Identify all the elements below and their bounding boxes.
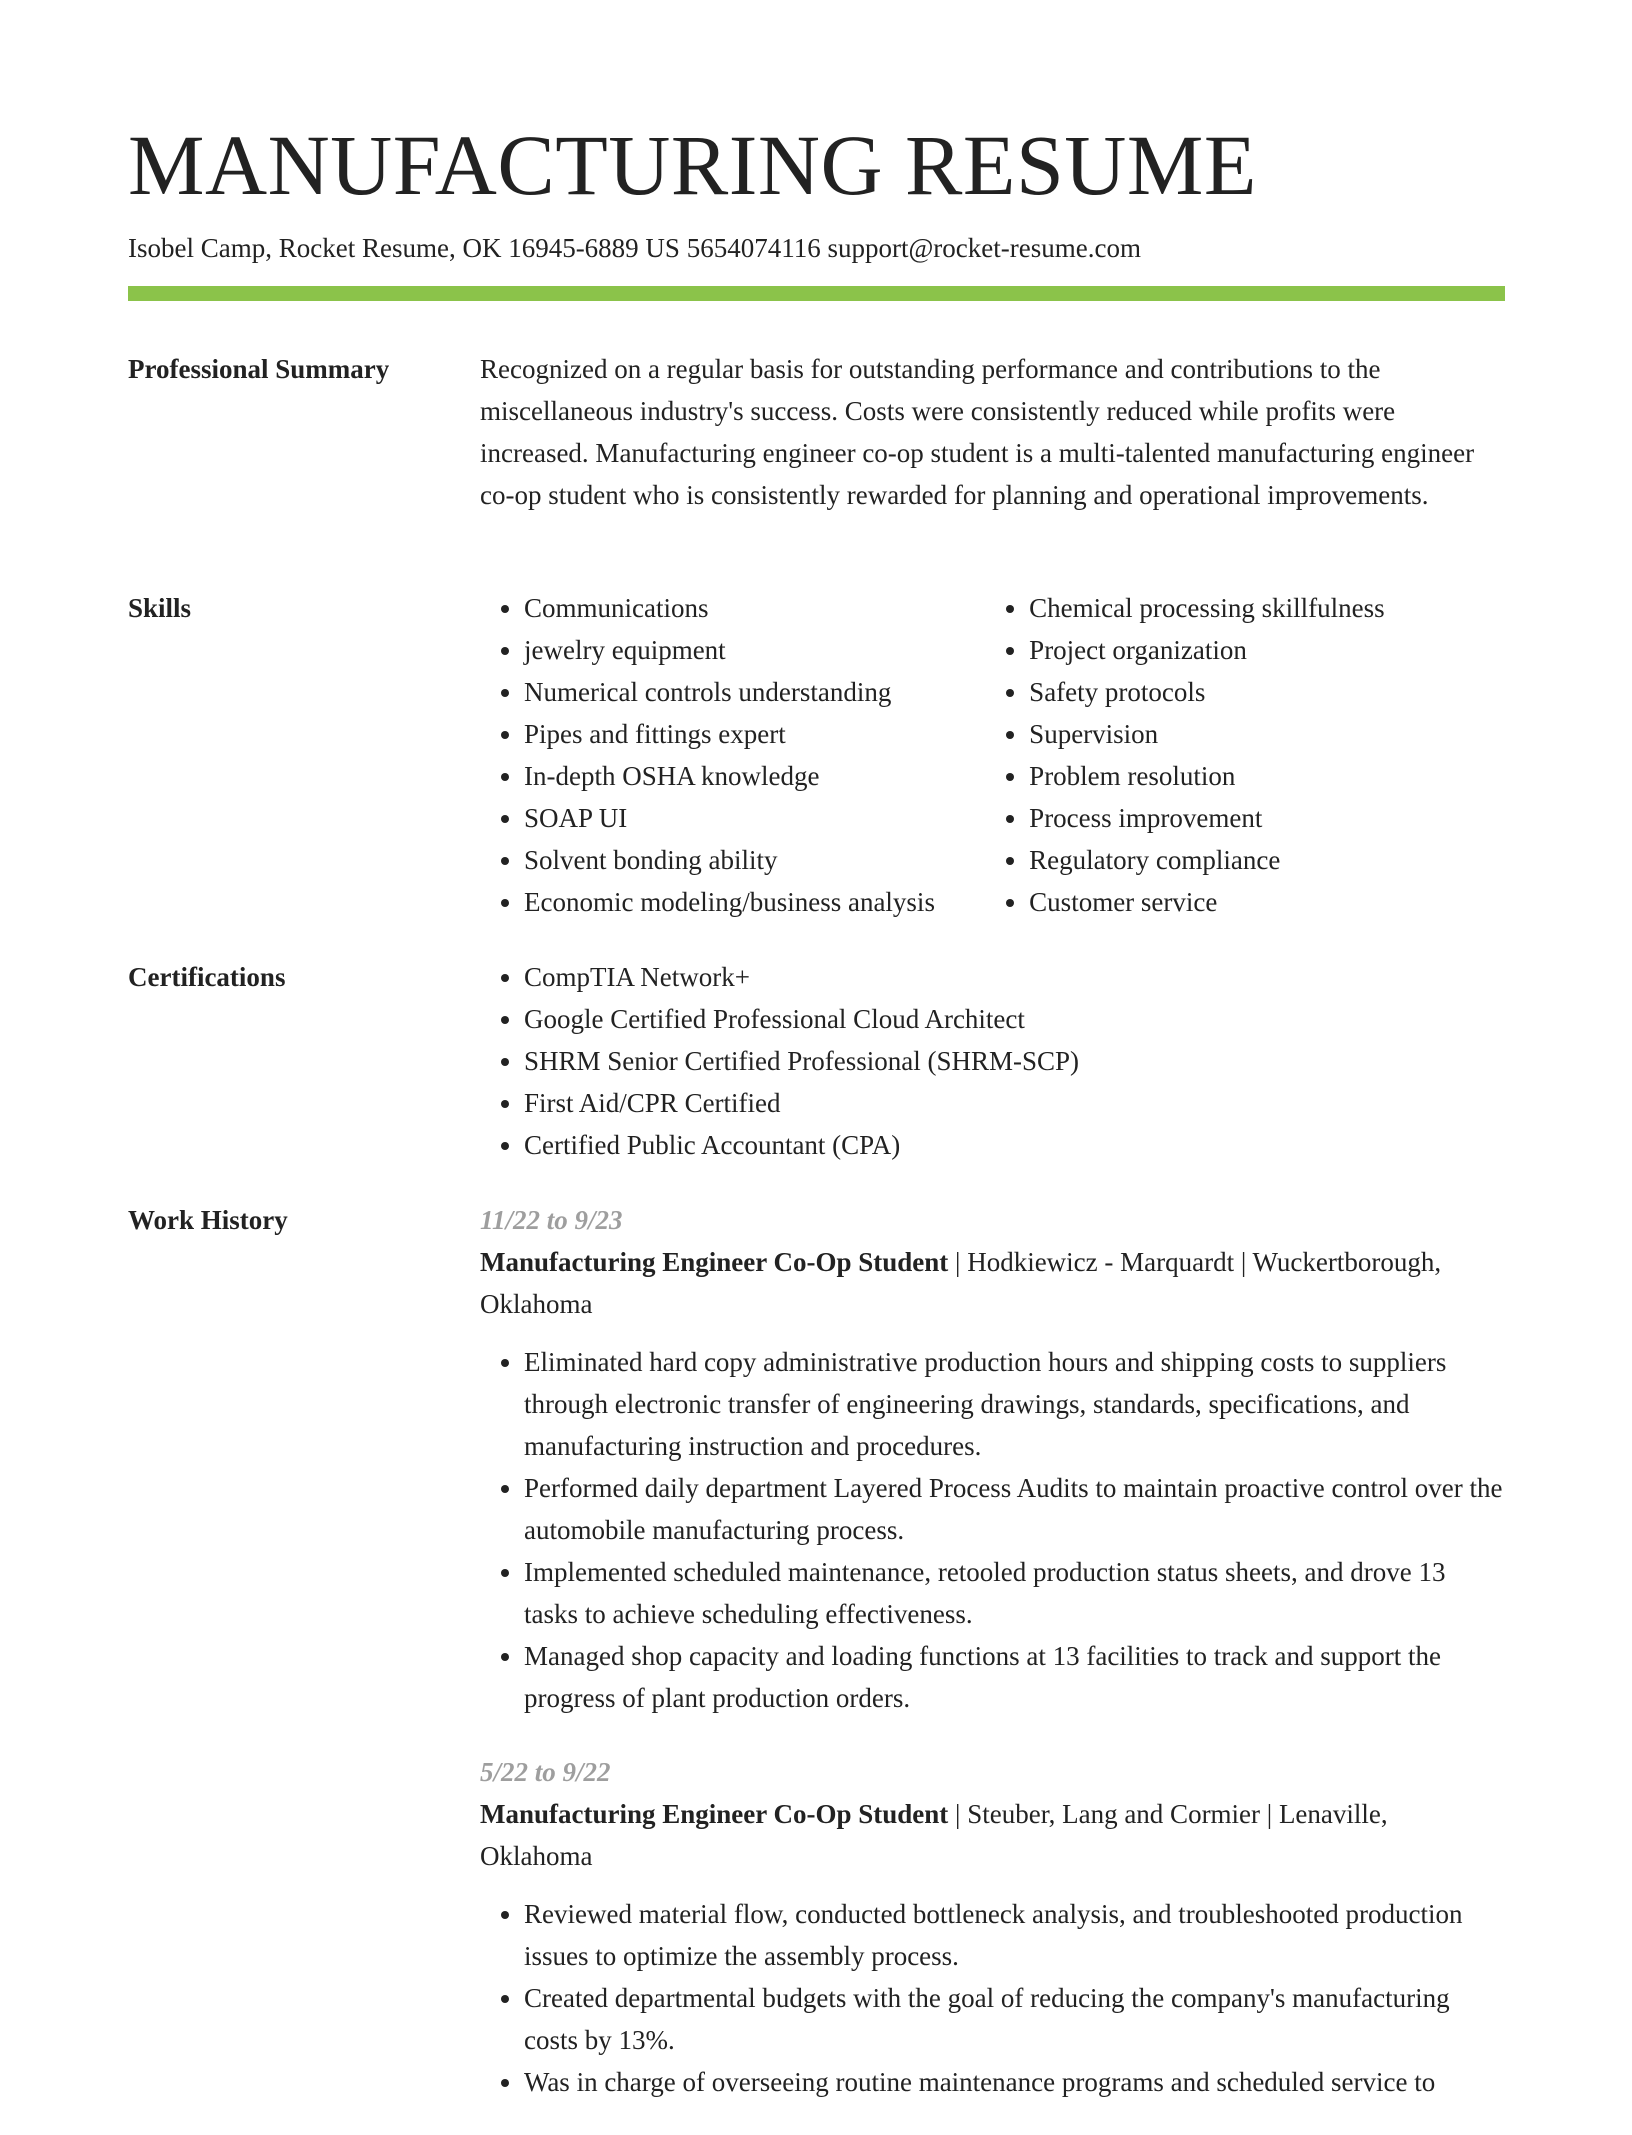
skill-item: • Supervision [1029,713,1505,755]
skill-item: • Safety protocols [1029,671,1505,713]
certifications-body [480,956,1505,1166]
job-details: | Steuber, Lang and Cormier | Lenaville, Oklahoma [480,1799,1388,1871]
skill-item: • Regulatory compliance [1029,839,1505,881]
certifications-list [480,956,1505,1166]
skill-item: • Problem resolution [1029,755,1505,797]
job-heading [480,1241,1505,1325]
job-bullet: • Created departmental budgets with the goal of reducing the company's manufacturing costs by 13%. [524,1977,1505,2061]
job-bullet: • Performed daily department Layered Process Audits to maintain proactive control over the automobile manufacturing process. [524,1467,1505,1551]
job-bullet: • Was in charge of overseeing routine maintenance programs and scheduled service to [524,2061,1505,2103]
resume-title: MANUFACTURING RESUME [128,117,1257,213]
job-dates: 11/22 to 9/23 [480,1205,623,1235]
summary-body [480,348,1505,516]
job-heading [480,1793,1505,1877]
skill-item: • In-depth OSHA knowledge [524,755,985,797]
skill-item: • Solvent bonding ability [524,839,985,881]
skill-item: • SOAP UI [524,797,985,839]
job-title: Manufacturing Engineer Co-Op Student [480,1799,949,1829]
job-bullet: • Implemented scheduled maintenance, retooled production status sheets, and drove 13 tasks to achieve scheduling effectiveness. [524,1551,1505,1635]
work-history-body [480,1199,1505,2135]
certification-item: • Certified Public Accountant (CPA) [524,1124,1505,1166]
summary-label: Professional Summary [128,354,390,384]
skill-item: • Numerical controls understanding [524,671,985,713]
skill-item: • Chemical processing skillfulness [1029,587,1505,629]
job-bullets [480,1341,1505,1719]
job-title: Manufacturing Engineer Co-Op Student [480,1247,949,1277]
skill-item: • Pipes and fittings expert [524,713,985,755]
skills-label: Skills [128,593,192,623]
skill-item: • Communications [524,587,985,629]
job-bullet: • Eliminated hard copy administrative production hours and shipping costs to suppliers through electronic transfer of engineering drawings, standards, specifications, and manufacturing instruction and procedures. [524,1341,1505,1467]
accent-divider [128,286,1505,301]
skill-item: • Process improvement [1029,797,1505,839]
skill-item: • Customer service [1029,881,1505,923]
skills-list-right [985,587,1505,923]
skills-body [480,587,1505,923]
skill-item: • jewelry equipment [524,629,985,671]
job-bullet: • Reviewed material flow, conducted bottleneck analysis, and troubleshooted production issues to optimize the assembly process. [524,1893,1505,1977]
job-bullets [480,1893,1505,2103]
certification-item: • CompTIA Network+ [524,956,1505,998]
job-entry [480,1751,1505,2103]
job-bullet: • Managed shop capacity and loading functions at 13 facilities to track and support the progress of plant production orders. [524,1635,1505,1719]
skills-list-left [480,587,985,923]
certification-item: • First Aid/CPR Certified [524,1082,1505,1124]
job-dates: 5/22 to 9/22 [480,1757,611,1787]
job-details: | Hodkiewicz - Marquardt | Wuckertborough, Oklahoma [480,1247,1442,1319]
summary-text: Recognized on a regular basis for outstanding performance and contributions to the miscellaneous industry's success. Costs were consistently reduced while profits were increased. Manufacturing engineer co-op student is a multi-talented manufacturing engineer co-op student who is consistently rewarded for planning and operational improvements. [480,354,1475,510]
certification-item: • Google Certified Professional Cloud Architect [524,998,1505,1040]
contact-line: Isobel Camp, Rocket Resume, OK 16945-6889 US 5654074116 support@rocket-resume.com [128,233,1141,263]
skill-item: • Economic modeling/business analysis [524,881,985,923]
certification-item: • SHRM Senior Certified Professional (SHRM-SCP) [524,1040,1505,1082]
job-entry [480,1199,1505,1719]
work-history-label: Work History [128,1205,288,1235]
certifications-label: Certifications [128,962,286,992]
skill-item: • Project organization [1029,629,1505,671]
